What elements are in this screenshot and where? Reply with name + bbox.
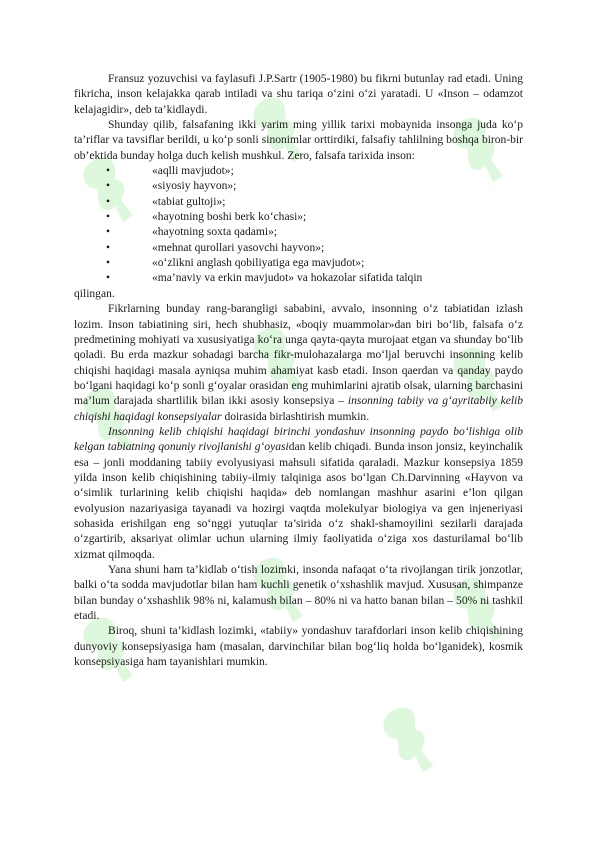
- paragraph-genetics: Yana shuni ham ta’kidlab o‘tish lozimki, insonda nafaqat o‘ta rivojlangan tirik jonzotlar, balki o‘ta sodda mavjudotlar bilan ham kuchli genetik o‘xshashlik mavjud. Xususan, shimpanze bilan bunday o‘xshashlik 98% ni, kalamush bilan – 80% ni va hatto banan bilan – 50% ni tashkil etadi.: [74, 564, 523, 623]
- bullet-icon: •: [106, 257, 111, 270]
- bullet-icon: •: [106, 195, 111, 208]
- paragraph-cosmic: Biroq, shuni ta’kidlash lozimki, «tabiiy» yondashuv tarafdorlari inson kelib chiqishining dunyoviy konsepsiyasiga ham (masalan, darvinchilar bilan bog‘liq holda bo‘lganidek), kosmik konsepsiyasiga ham tayanishlari mumkin.: [74, 625, 523, 669]
- bullet-icon: •: [106, 226, 111, 239]
- bullet-icon: •: [106, 211, 111, 224]
- paragraph-natural-approach: Insonning kelib chiqishi haqidagi birinchi yondashuv insonning paydo bo‘lishiga olib kelgan tabiatning qonuniy rivojlanishi g‘oyasidan kelib chiqadi. Bunda inson jonsiz, keyinchalik esa – jonli moddaning tabiiy evolyusiyasi mahsuli sifatida qaraladi. Mazkur konsepsiya 1859 yilda inson kelib chiqishining tabiiy-ilmiy talqiniga asos bo‘lgan Ch.Darvinning «Hayvon va o‘simlik turlarining kelib chiqishi haqida» deb nomlangan mashhur asarini e’lon qilgan evolyusion nazariyasiga tayanadi va hozirgi vaqtda molekulyar biologiya va gen injeneriyasi sohasida erishilgan eng so‘nggi yutuqlar ta’sirida o‘z shakl-shamoyilini sezilarli darajada o‘zgartirib, aksariyat olimlar uchun ularning ilmiy faoliyatida o‘ziga xos dasturilamal bo‘lib xizmat qilmoqda.: [74, 425, 523, 561]
- bullet-icon: •: [106, 272, 111, 285]
- list-item: • «ma’naviy va erkin mavjudot» va hokazolar sifatida talqin: [74, 271, 523, 286]
- paragraph-sartr: Fransuz yozuvchisi va faylasufi J.P.Sartr (1905-1980) bu fikrni butunlay rad etadi. Uning fikricha, inson kelajakka qarab intiladi va shu tariqa o‘zini o‘zi yaratadi. U «Inson – odamzot kelajagidir», deb ta’kidlaydi.: [74, 73, 523, 116]
- italic-approach: Insonning kelib chiqishi haqidagi birinchi yondashuv insonning paydo bo‘lishiga olib kelgan tabiatning qonuniy rivojlanishi g‘oyasi: [74, 425, 523, 454]
- bullet-icon: •: [106, 165, 111, 178]
- bullet-icon: •: [106, 241, 111, 254]
- list-item: • «hayotning boshi berk ko‘chasi»;: [74, 210, 523, 225]
- paragraph-list-end: qilingan.: [74, 287, 115, 300]
- paragraph-diversity: Fikrlarning bunday rang-barangligi sababini, avvalo, insonning o‘z tabiatidan izlash lozim. Inson tabiatining siri, hech shubhasiz, «boqiy muammolar»dan biri bo‘lib, falsafa o‘z predmetining mohiyati va xususiyatiga ko‘ra unga qayta-qayta murojaat etgan va shunday bo‘lib qoladi. Bu erda mazkur sohadagi barcha fikr-mulohazalarga mo‘ljal beruvchi insonning kelib chiqishi haqidagi masala ayniqsa muhim ahamiyat kasb etadi. Inson qaerdan va qanday paydo bo‘lgani haqidagi ko‘p sonli g‘oyalar orasidan eng muhimlarini ajratib olsak, ularning barchasini ma’lum darajada shartlilik bilan ikki asosiy konsepsiya – insonning tabiiy va g‘ayritabiiy kelib chiqishi haqidagi konsepsiyalar doirasida birlashtirish mumkin.: [74, 303, 524, 423]
- list-item: • «tabiat gultoji»;: [74, 195, 523, 210]
- bullet-icon: •: [106, 180, 111, 193]
- definition-list: [74, 164, 523, 287]
- list-item: • «mehnat qurollari yasovchi hayvon»;: [74, 241, 523, 256]
- list-item: • «o‘zlikni anglash qobiliyatiga ega mavjudot»;: [74, 256, 523, 271]
- list-item: • «hayotning soxta qadami»;: [74, 225, 523, 240]
- list-item: • «siyosiy hayvon»;: [74, 179, 523, 194]
- document-page: [74, 72, 523, 670]
- list-item: • «aqlli mavjudot»;: [74, 164, 523, 179]
- italic-concepts: insonning tabiiy va g‘ayritabiiy kelib chiqishi haqidagi konsepsiyalar: [74, 395, 524, 423]
- watermark-logo-icon: [363, 690, 456, 790]
- paragraph-definitions-intro: Shunday qilib, falsafaning ikki yarim ming yillik tarixi mobaynida insonga juda ko‘p ta’riflar va tavsiflar berildi, u ko‘p sonli sinonimlar orttirdiki, falsafiy tahlilning boshqa biron-bir ob’ektida bunday holga duch kelish mushkul. Zero, falsafa tarixida inson:: [74, 119, 523, 162]
